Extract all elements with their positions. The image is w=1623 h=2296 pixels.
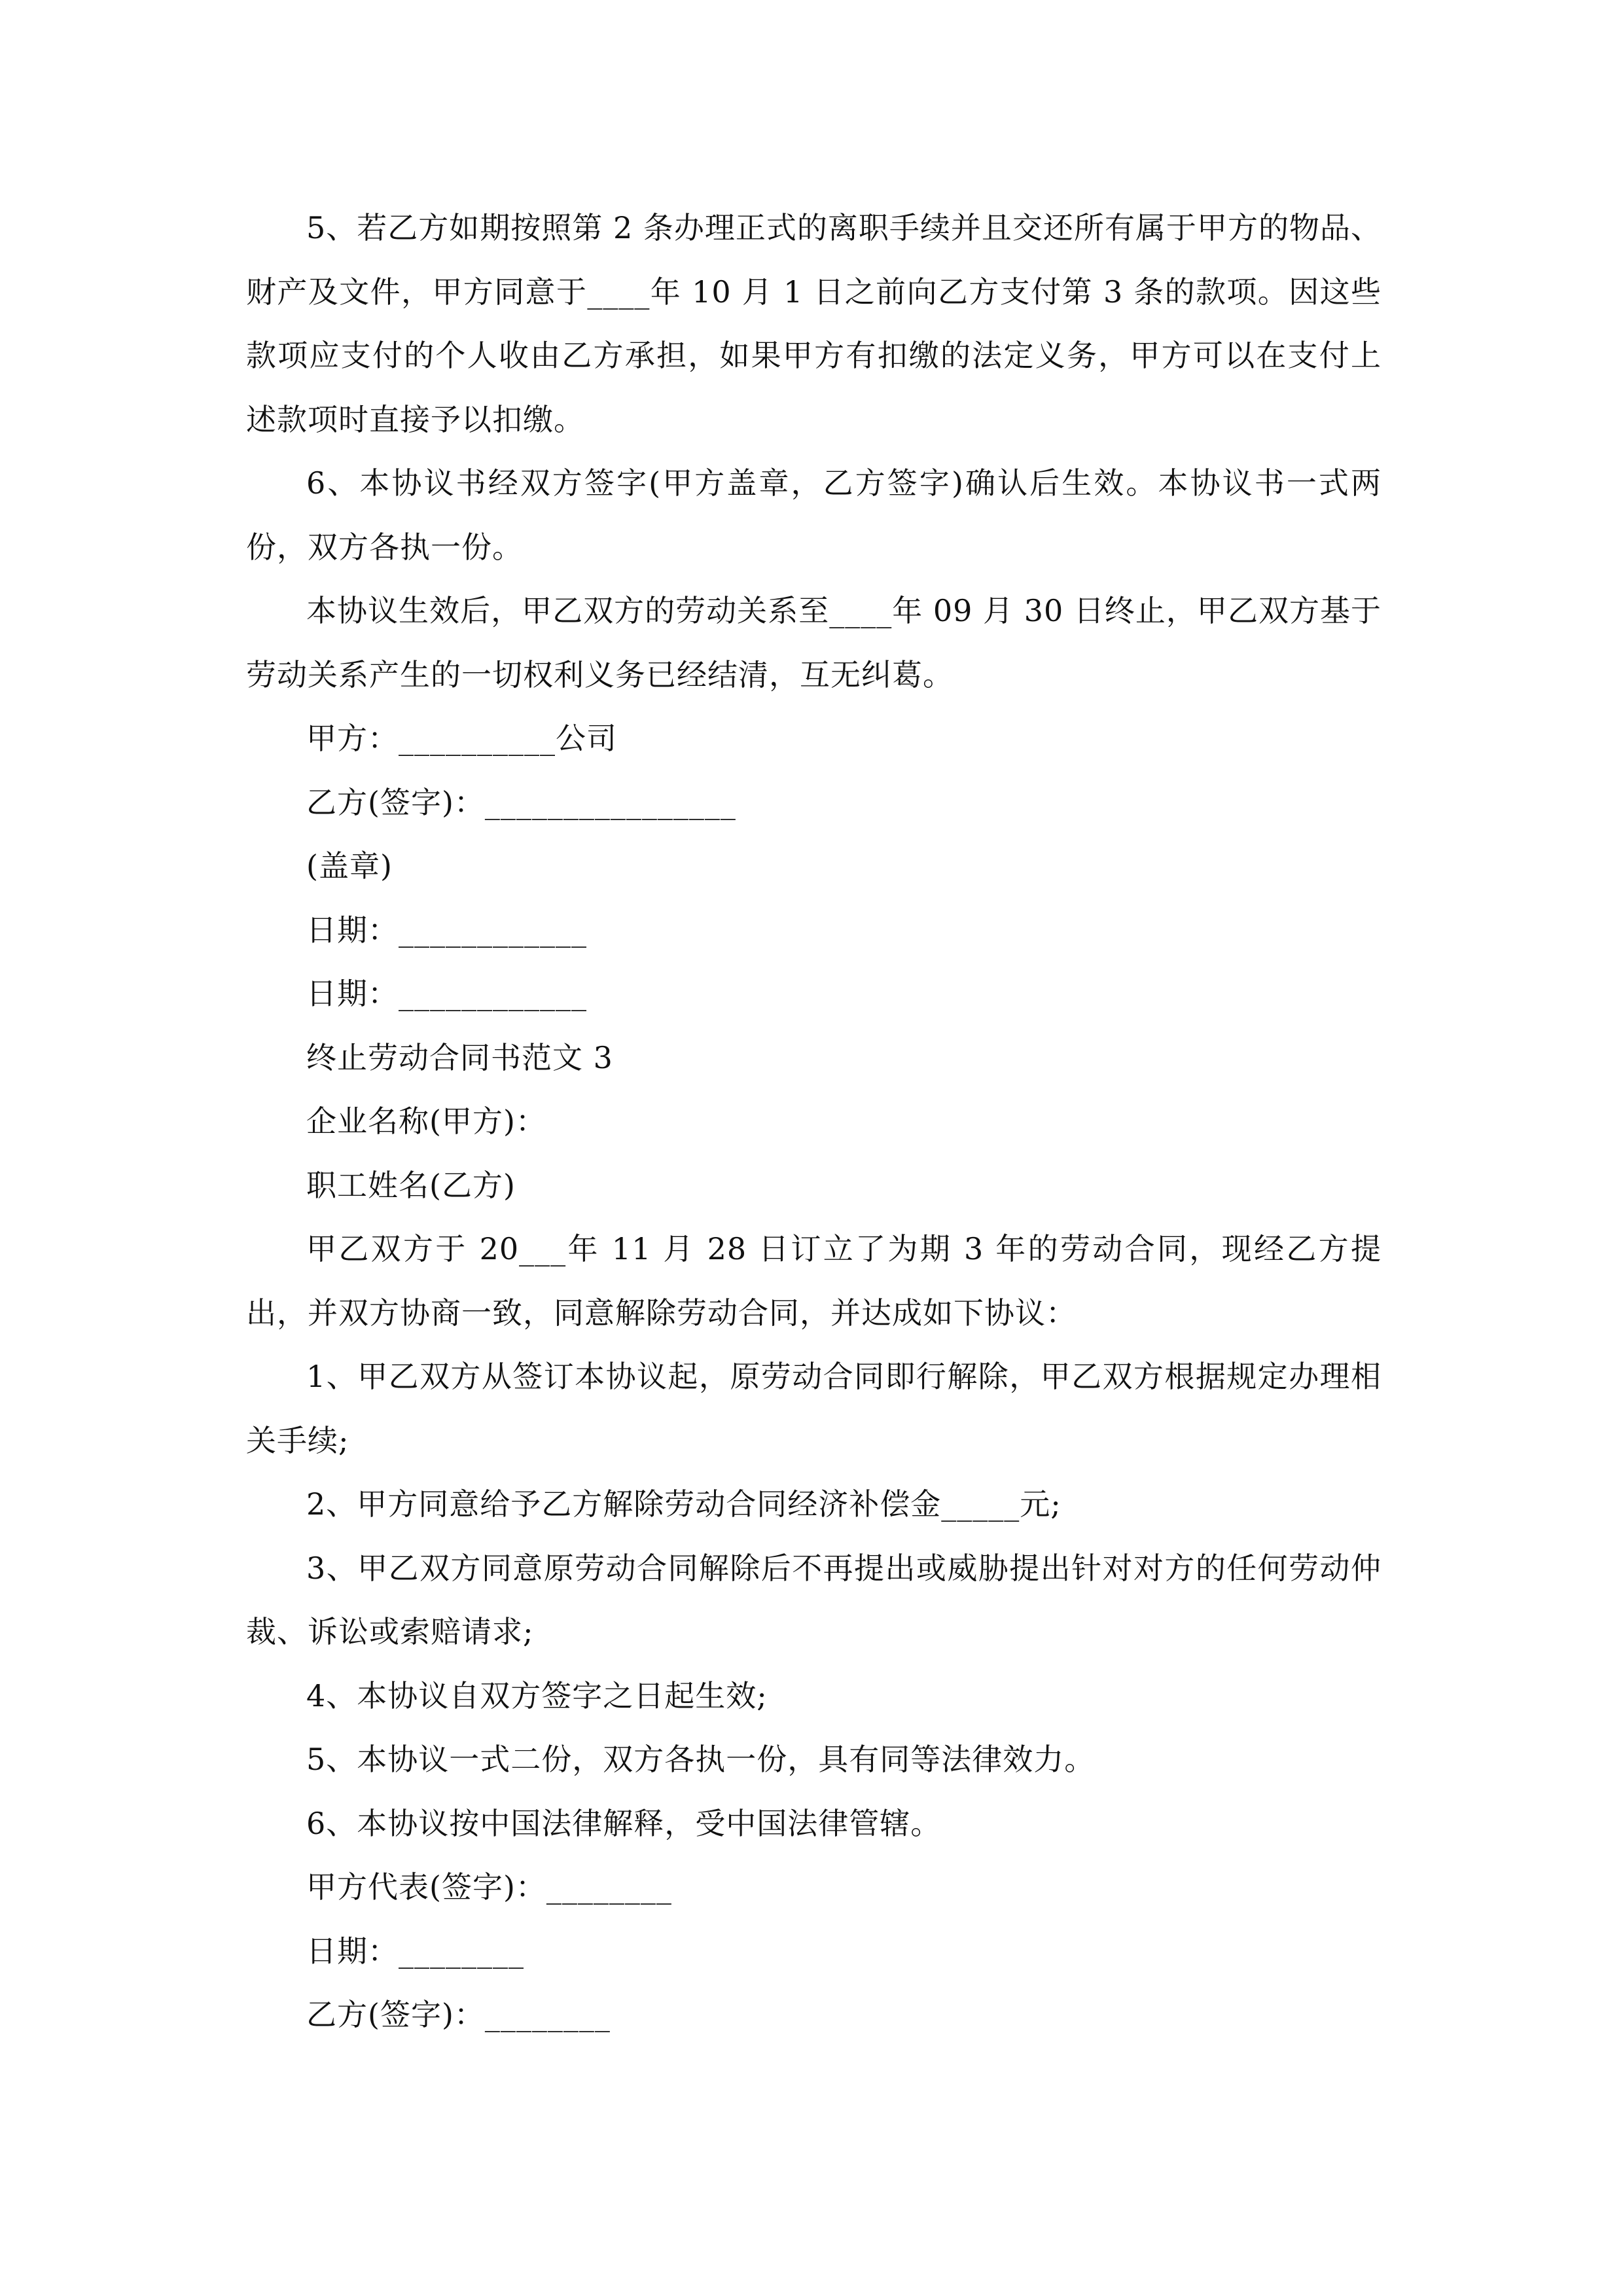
date-line-2: 日期：____________ — [306, 976, 587, 1011]
date-line-3: 日期：________ — [306, 1933, 524, 1969]
party-a-company-line: 甲方：__________公司 — [306, 721, 617, 756]
agreement-item-1: 1、甲乙双方从签订本协议起，原劳动合同即行解除，甲乙双方根据规定办理相关手续; — [246, 1359, 1382, 1458]
agreement-item-3: 3、甲乙双方同意原劳动合同解除后不再提出或威胁提出针对对方的任何劳动仲裁、诉讼或索赔请求; — [246, 1550, 1382, 1649]
agreement-item-6: 6、本协议按中国法律解释，受中国法律管辖。 — [306, 1805, 942, 1841]
clause-5-payment: 5、若乙方如期按照第 2 条办理正式的离职手续并且交还所有属于甲方的物品、财产及文件，甲方同意于____年 10 月 1 日之前向乙方支付第 3 条的款项。因这些款项应支付的个人收由乙方承担，如果甲方有扣缴的法定义务，甲方可以在支付上述款项时直接予以扣缴。 — [246, 210, 1382, 437]
party-b-signature-line: 乙方(签字)：________________ — [306, 784, 736, 820]
clause-6-effective: 6、本协议书经双方签字(甲方盖章，乙方签字)确认后生效。本协议书一式两份，双方各执一份。 — [246, 465, 1382, 565]
agreement-item-4: 4、本协议自双方签字之日起生效; — [306, 1677, 768, 1713]
contract-intro: 甲乙双方于 20___年 11 月 28 日订立了为期 3 年的劳动合同，现经乙方提出，并双方协商一致，同意解除劳动合同，并达成如下协议： — [246, 1231, 1382, 1331]
date-line-1: 日期：____________ — [306, 912, 587, 948]
termination-statement: 本协议生效后，甲乙双方的劳动关系至____年 09 月 30 日终止，甲乙双方基于劳动关系产生的一切权利义务已经结清，互无纠葛。 — [246, 593, 1382, 692]
agreement-item-2: 2、甲方同意给予乙方解除劳动合同经济补偿金_____元; — [306, 1486, 1061, 1522]
agreement-item-5: 5、本协议一式二份，双方各执一份，具有同等法律效力。 — [306, 1742, 1096, 1777]
employee-name-label: 职工姓名(乙方) — [306, 1167, 516, 1203]
party-a-rep-signature-line: 甲方代表(签字)：________ — [306, 1869, 672, 1905]
party-b-signature-line-2: 乙方(签字)：________ — [306, 1997, 611, 2032]
seal-label: (盖章) — [306, 848, 393, 884]
section-title-sample-3: 终止劳动合同书范文 3 — [306, 1039, 613, 1075]
document-body — [246, 196, 1382, 2047]
company-name-label: 企业名称(甲方)： — [306, 1103, 546, 1139]
